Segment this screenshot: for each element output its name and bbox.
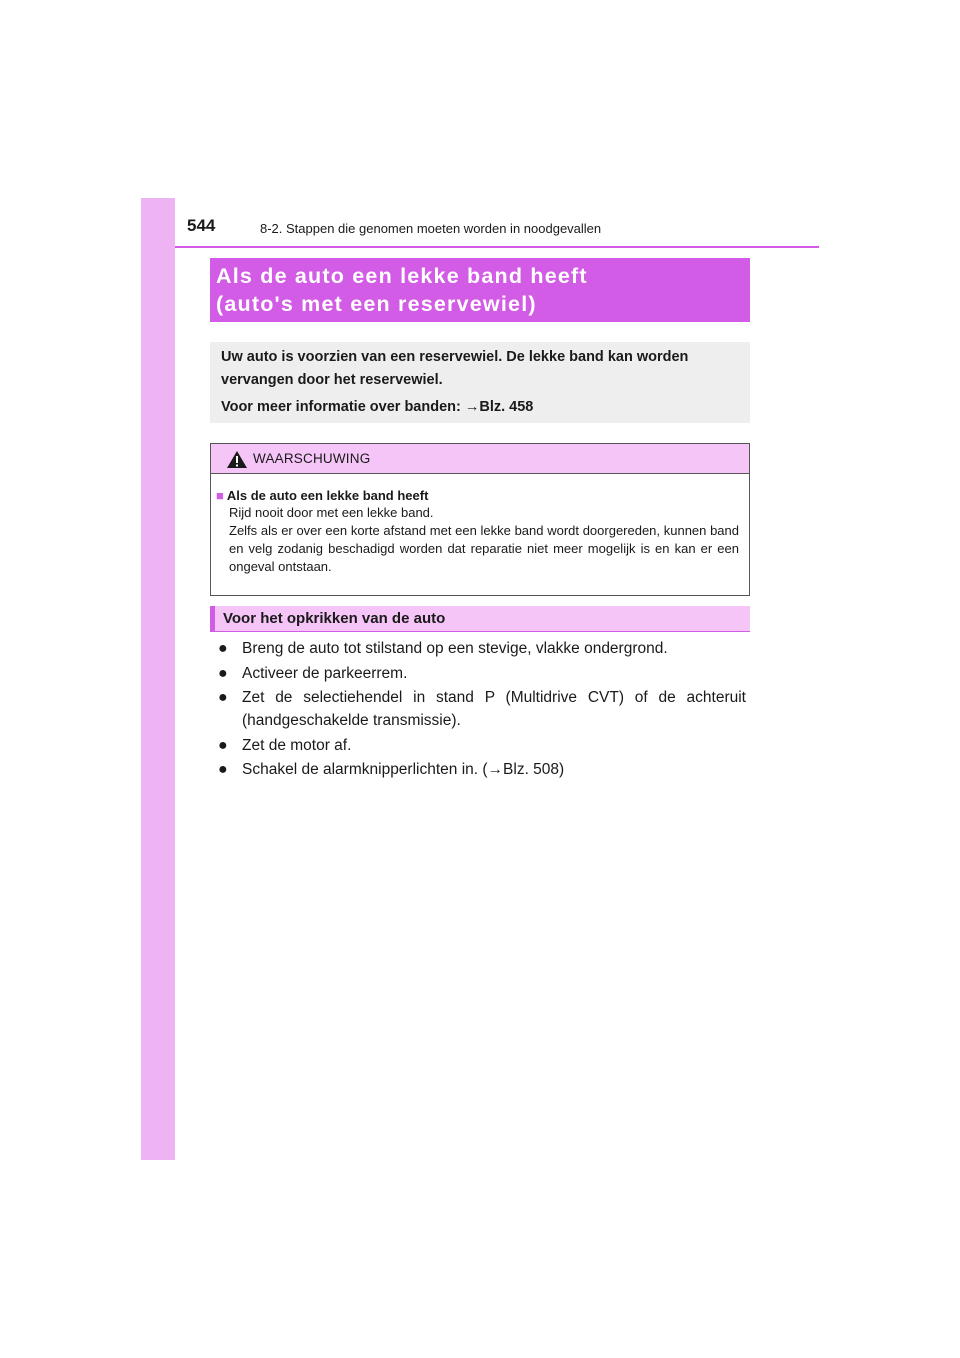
warning-paragraph: Zelfs als er over een korte afstand met een lekke band wordt doorgereden, kunnen band en velg zodanig beschadigd worden dat reparatie niet meer mogelijk is en kan er een ongeval ontstaan. — [229, 523, 739, 574]
page-number: 544 — [187, 216, 216, 235]
round-bullet-icon: ● — [218, 664, 228, 682]
list-item-text: Zet de selectiehendel in stand P (Multidrive CVT) of de achteruit (handgeschakelde transmissie). — [242, 689, 746, 729]
page-title — [210, 258, 750, 322]
list-item — [218, 686, 746, 732]
warning-header — [211, 444, 749, 474]
list-item — [218, 637, 746, 660]
list-item-text: Schakel de alarmknipperlichten in. (→Blz. 508) — [242, 761, 565, 778]
intro-reference: Voor meer informatie over banden: →Blz. 458 — [221, 399, 534, 415]
warning-box — [210, 443, 750, 596]
warning-subhead-text: Als de auto een lekke band heeft — [226, 488, 429, 503]
warning-text — [216, 504, 739, 576]
list-item-text: Activeer de parkeerrem. — [242, 664, 408, 682]
page-title-line-2: (auto's met een reservewiel) — [216, 292, 537, 316]
instruction-list — [218, 637, 746, 783]
intro-line-1: Uw auto is voorzien van een reservewiel. De lekke band kan worden — [221, 349, 689, 365]
list-item — [218, 758, 746, 781]
subsection-title: Voor het opkrikken van de auto — [223, 610, 446, 627]
round-bullet-icon: ● — [218, 689, 228, 706]
page-title-line-1: Als de auto een lekke band heeft — [216, 264, 588, 288]
subsection-heading — [210, 606, 750, 632]
warning-label: WAARSCHUWING — [253, 451, 371, 466]
intro-box — [210, 342, 750, 423]
list-item-text: Zet de motor af. — [242, 736, 352, 754]
round-bullet-icon: ● — [218, 761, 228, 778]
list-item — [218, 734, 746, 757]
header-rule — [175, 246, 819, 248]
round-bullet-icon: ● — [218, 640, 228, 657]
list-item-text: Breng de auto tot stilstand op een stevige, vlakke ondergrond. — [242, 640, 668, 657]
warning-body — [211, 474, 749, 576]
warning-triangle-icon — [226, 450, 248, 474]
warning-paragraph: Rijd nooit door met een lekke band. — [229, 505, 434, 520]
section-header: 8-2. Stappen die genomen moeten worden in noodgevallen — [260, 221, 602, 236]
intro-line-2: vervangen door het reservewiel. — [221, 372, 443, 388]
warning-subhead — [216, 487, 739, 504]
square-bullet-icon: ■ — [216, 488, 224, 503]
round-bullet-icon: ● — [218, 736, 228, 754]
list-item — [218, 662, 746, 685]
side-tab-strip — [141, 198, 175, 1160]
